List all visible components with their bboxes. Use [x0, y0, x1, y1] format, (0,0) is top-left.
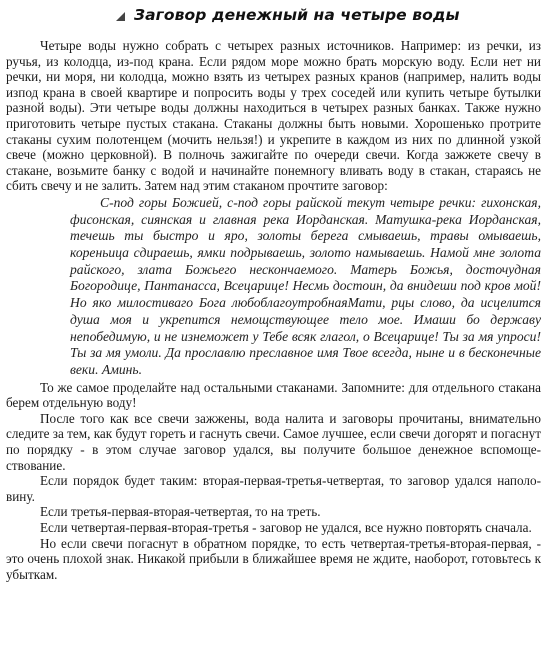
- page-title: Заговор денежный на четыре воды: [134, 6, 460, 24]
- paragraph-observe-candles: После того как все свечи зажжены, вода налита и заговоры прочитаны, внимательно следите за тем, как будут гореть и гаснуть свечи. Самое лучшее, если свечи догорят и погаснут по порядку - в этом случае заговор удался, вы получите большое денежное вспомоществование.: [6, 410, 541, 473]
- paragraph-half-success: Если порядок будет таким: вторая-первая-третья-четвертая, то заговор удался наполовину.: [6, 473, 541, 504]
- title-row: [6, 6, 541, 30]
- paragraph-repeat: То же самое проделайте над остальными стаканами. Запомните: для отдельного стакана берем отдельную воду!: [6, 379, 541, 411]
- paragraph-bad-sign: Но если свечи погаснут в обратном порядке, то есть четвертая-третья-вторая-первая, - это очень плохой знак. Никакой прибыли в ближайшее время не ждите, наоборот, готовьтесь к убыткам.: [6, 535, 541, 582]
- paragraph-instructions: Четыре воды нужно собрать с четырех разных источников. Например: из речки, из ручья, из колодца, из-под крана. Если рядом море можно брать морскую воду. Если нет ни речки, ни моря, ни колодца, можно взять из четырех разных кранов (например, налить воды изпод крана в своей квартире и попросить воды у трех соседей или купить четыре бутылки разной воды). Эти четыре воды должны находиться в четырех разных банках. Также нужно приготовить четыре пустых стакана. Стаканы должны быть новыми. Хорошенько протрите стаканы сухим полотенцем (мочить нельзя!) и укрепите в каждом из них по длинной узкой свече (можно церковной). В полночь зажигайте по очереди свечи. Когда зажжете свечу в стакане, возьмите банку с водой и начинайте понемногу вливать воду в стакан, стараясь не сбить свечу и не залить. Затем над этим стаканом прочтите заговор:: [6, 38, 541, 194]
- triangle-bullet-icon: [116, 12, 125, 21]
- paragraph-failure: Если четвертая-первая-вторая-третья - заговор не удался, все нужно повторять сначала.: [40, 520, 532, 536]
- spell-text: С-под горы Божией, с-под горы райской текут четыре речки: гихонская, фисонская, сиянская и главная река Иорданская. Матушка-река Иорданская, течешь ты быстро и яро, золоты берега смываешь, травы омываешь, кореньица сдираешь, ямки подрываешь, золото намываешь. Намой мне золота райского, злата Божьего нескончаемого. Матерь Божья, досточудная Богородице, Пантанасса, Всецарице! Несмь достоин, да внидеши под кров мой! Но яко милостиваго Бога любоблагоутробнаяМати, рцы слово, да исцелится душа моя и укрепится немощствующее тело мое. Имаши бо державу непобедимую, и не изнеможет у Тебе всяк глагол, о Всецарице! Ты за мя упроси! Ты за мя умоли. Да прославлю преславное имя Твое всегда, ныне и в бесконечные веки. Аминь.: [70, 194, 541, 377]
- paragraph-third-success: Если третья-первая-вторая-четвертая, то на треть.: [40, 504, 321, 520]
